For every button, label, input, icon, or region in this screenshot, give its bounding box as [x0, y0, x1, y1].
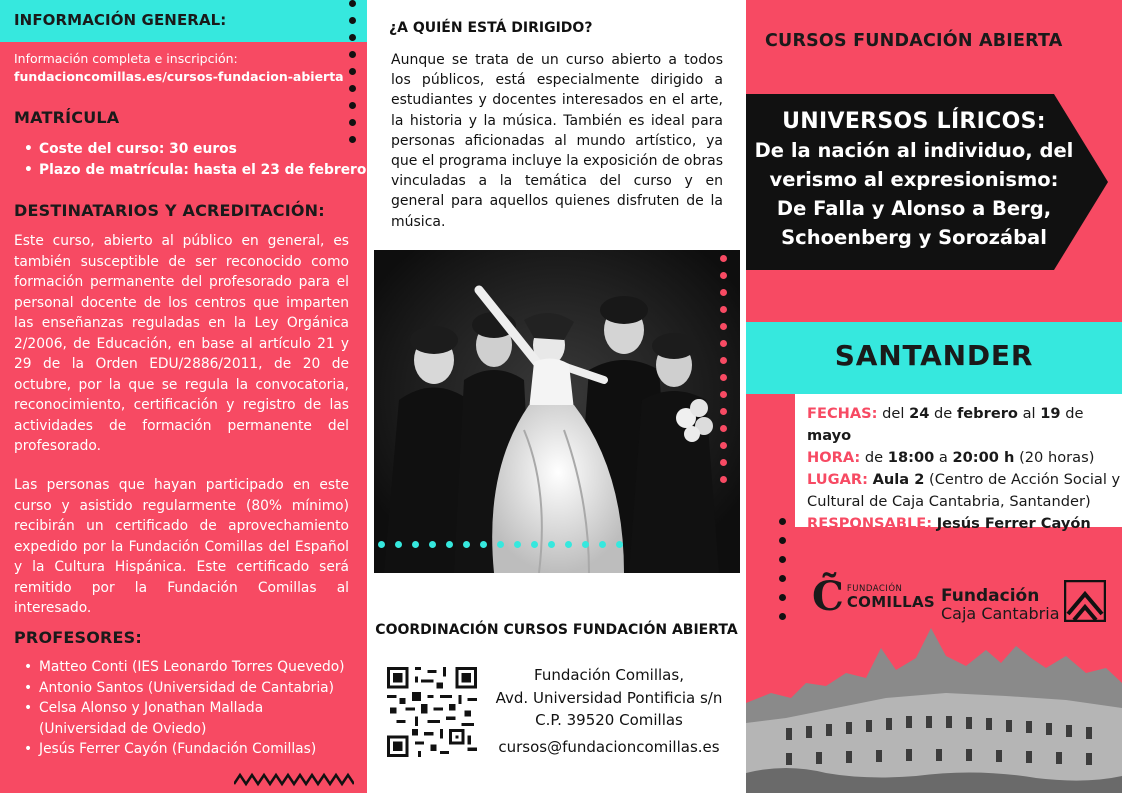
list-item: • Matteo Conti (IES Leonardo Torres Quevedo)	[24, 657, 354, 678]
right-panel	[746, 0, 1122, 793]
left-panel	[0, 0, 367, 793]
info-title: INFORMACIÓN GENERAL:	[14, 11, 227, 29]
info-text: Información completa e inscripción:	[14, 51, 238, 66]
city-name: SANTANDER	[834, 339, 1034, 372]
time-label: HORA:	[807, 449, 861, 466]
info-header-band	[0, 0, 367, 42]
address-line: C.P. 39520 Comillas	[535, 711, 683, 729]
coordination-title: COORDINACIÓN CURSOS FUNDACIÓN ABIERTA	[375, 622, 738, 638]
course-subtitle-line: verismo al expresionismo:	[769, 168, 1059, 191]
place-row: LUGAR: Aula 2 (Centro de Acción Social y Cultural de Caja Cantabria, Santander)	[807, 471, 1121, 510]
time-row: HORA: de 18:00 a 20:00 h (20 horas)	[807, 449, 1095, 466]
profesores-list	[24, 657, 354, 760]
responsible-name: Jesús Ferrer Cayón	[936, 515, 1091, 532]
destinatarios-paragraph-2: Las personas que hayan participado en este curso y asistido regularmente (80% mínimo) recibirán un certificado de aprovechamiento expedido por la Fundación Comillas del Español y la Cultura Hispánica. Este certificado será remitido por la Fundación Comillas al interesado.	[14, 477, 349, 616]
course-subtitle-line: De Falla y Alonso a Berg,	[776, 197, 1052, 220]
list-item: • Plazo de matrícula: hasta el 23 de febrero	[24, 160, 366, 181]
middle-panel	[367, 0, 746, 793]
contact-email-link[interactable]: cursos@fundacioncomillas.es	[498, 738, 720, 756]
dates-row: FECHAS: del 24 de febrero al 19 de mayo	[807, 405, 1084, 444]
audience-title: ¿A QUIÉN ESTÁ DIRIGIDO?	[389, 20, 593, 36]
decorative-dots-pink	[720, 255, 727, 483]
matricula-list	[24, 139, 366, 180]
address-block	[491, 664, 727, 732]
course-title: UNIVERSOS LÍRICOS:	[782, 109, 1046, 134]
list-item: • Coste del curso: 30 euros	[24, 139, 366, 160]
opera-scene-illustration	[374, 250, 740, 573]
destinatarios-paragraph-1: Este curso, abierto al público en general, es también susceptible de ser reconocido como formación permanente del profesorado para el personal docente de los centros que imparten las enseñanzas reguladas en la Ley Orgánica 2/2006, de Educación, en base al artículo 21 y 29 de la Orden EDU/2886/2011, de 20 de octubre, por la que se regula la convocatoria, reconocimiento, certificación y registro de las actividades de formación permanente del profesorado.	[14, 233, 349, 454]
fundacion-comillas-logo: C̃ FUNDACIÓN COMILLAS	[812, 573, 936, 620]
list-item: • Celsa Alonso y Jonathan Mallada (Universidad de Oviedo)	[24, 698, 354, 739]
caja-cantabria-logo: Fundación Caja Cantabria	[941, 586, 1060, 623]
list-item: • Jesús Ferrer Cayón (Fundación Comillas)	[24, 739, 354, 760]
course-subtitle-line: Schoenberg y Sorozábal	[781, 226, 1047, 249]
opera-photo	[374, 250, 740, 573]
brand-title: CURSOS FUNDACIÓN ABIERTA	[765, 31, 1063, 51]
info-link[interactable]: fundacioncomillas.es/cursos-fundacion-abierta	[14, 69, 344, 84]
profesores-title: PROFESORES:	[14, 628, 143, 647]
decorative-zigzag	[234, 771, 354, 787]
responsible-row	[807, 513, 1122, 535]
city-band	[746, 322, 1122, 394]
place-label: LUGAR:	[807, 471, 868, 488]
dates-label: FECHAS:	[807, 405, 878, 422]
course-title-block	[746, 108, 1082, 252]
list-item: • Antonio Santos (Universidad de Cantabria)	[24, 678, 354, 699]
qr-code[interactable]	[387, 667, 477, 757]
matricula-title: MATRÍCULA	[14, 108, 120, 127]
decorative-dots-left	[349, 0, 356, 143]
destinatarios-title: DESTINATARIOS Y ACREDITACIÓN:	[14, 201, 325, 220]
course-subtitle-line: De la nación al individuo, del	[754, 139, 1074, 162]
caja-cantabria-icon	[1064, 580, 1106, 622]
address-line: Avd. Universidad Pontificia s/n	[495, 688, 723, 707]
decorative-dots-cyan	[378, 541, 623, 548]
comillas-logo-glyph: C̃	[812, 573, 844, 620]
address-line: Fundación Comillas,	[534, 666, 684, 684]
responsible-label: RESPONSABLE:	[807, 515, 933, 532]
course-details	[795, 394, 1122, 532]
audience-description: Aunque se trata de un curso abierto a todos los públicos, está especialmente dirigido a estudiantes y docentes interesados en el arte, la historia y la música. También es ideal para personas aficionadas al mundo artístico, ya que el programa incluye la exposición de obras vinculadas a la temática del curso y en general para aquellos quienes disfruten de la música.	[391, 52, 723, 230]
university-building-image	[746, 628, 1122, 793]
